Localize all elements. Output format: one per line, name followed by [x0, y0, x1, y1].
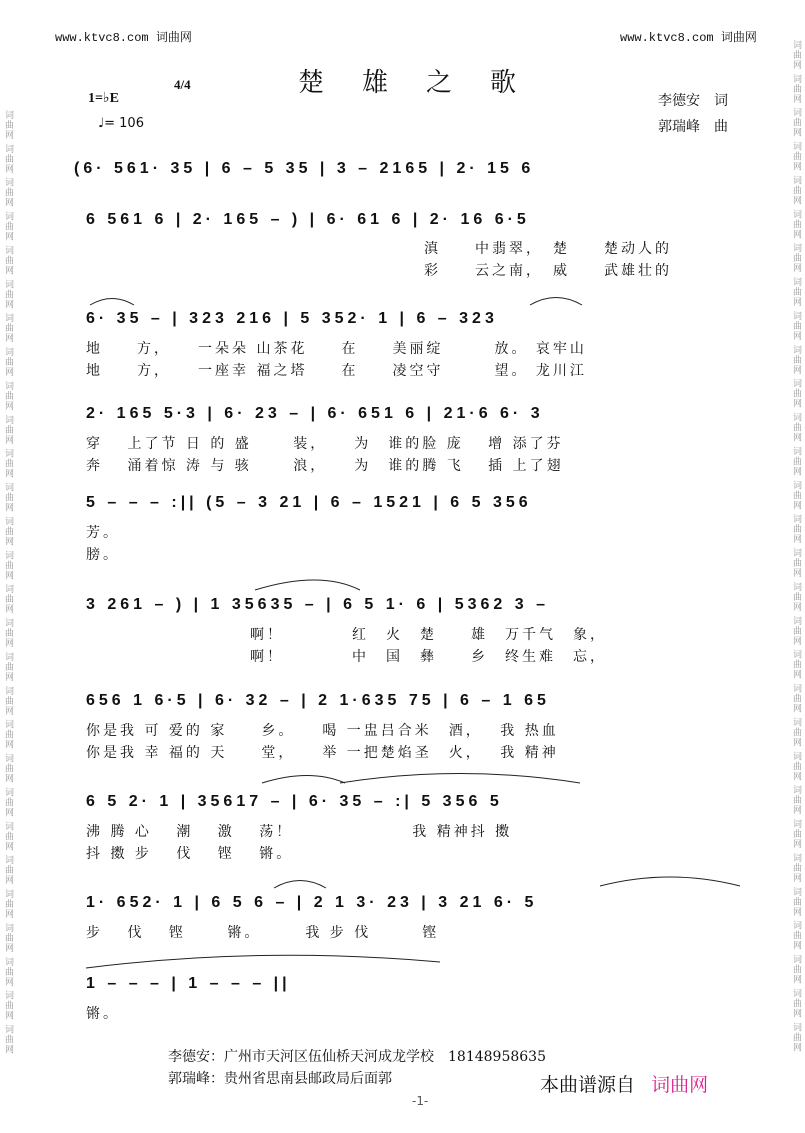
system-5-lyrics-verse1: 芳。 — [86, 525, 120, 541]
system-5-notes: 5 – – – :|| (5 – 3 21 | 6 – 1521 | 6 5 356 — [86, 494, 532, 511]
side-watermark-left: 词曲网 词曲网 词曲网 词曲网 词曲网 词曲网 词曲网 词曲网 词曲网 词曲网 词曲网 词曲网 词曲网 词曲网 词曲网 词曲网 词曲网 词曲网 词曲网 词曲网 词曲网 词曲网 词曲网 词曲网 词曲网 词曲网 词曲网 词曲网 — [3, 110, 13, 1055]
system-4-lyrics-verse2: 奔 涌着惊 涛 与 骇 浪， 为 谁的腾 飞 插 上了翅 — [86, 458, 564, 474]
system-7-lyrics-verse2: 你是我 幸 福的 天 堂， 举 一把楚焰圣 火， 我 精神 — [86, 745, 559, 761]
slur-arc — [86, 955, 440, 968]
page-number: -1- — [412, 1094, 429, 1108]
slur-arc — [262, 776, 345, 784]
time-signature: 4/4 — [174, 77, 191, 92]
system-10-notes: 1 – – – | 1 – – – || — [86, 975, 291, 992]
system-6-lyrics-verse1: 啊！ 红 火 楚 雄 万千气 象， — [250, 627, 607, 643]
system-9-lyrics-verse1: 步 伐 铿 锵。 我 步 伐 铿 — [86, 925, 440, 941]
source-label: 本曲谱源自 — [540, 1074, 636, 1096]
system-1-notes: (6· 561· 35 | 6 – 5 35 | 3 – 2165 | 2· 15 6 — [74, 160, 535, 177]
system-8-lyrics-verse2: 抖 擞 步 伐 铿 锵。 — [86, 846, 294, 862]
system-3-notes: 6· 35 – | 323 216 | 5 352· 1 | 6 – 323 — [86, 310, 498, 327]
slur-arc — [600, 877, 740, 886]
system-6-lyrics-verse2: 啊！ 中 国 彝 乡 终生难 忘， — [250, 649, 607, 665]
side-watermark-right: 词曲网 词曲网 词曲网 词曲网 词曲网 词曲网 词曲网 词曲网 词曲网 词曲网 词曲网 词曲网 词曲网 词曲网 词曲网 词曲网 词曲网 词曲网 词曲网 词曲网 词曲网 词曲网 词曲网 词曲网 词曲网 词曲网 词曲网 词曲网 词曲网 词曲网 — [791, 40, 801, 1053]
system-5-lyrics-verse2: 膀。 — [86, 547, 120, 563]
source-attribution — [540, 1070, 708, 1097]
system-7-notes: 656 1 6·5 | 6· 32 – | 2 1·635 75 | 6 – 1 65 — [86, 692, 550, 709]
system-2-notes: 6 561 6 | 2· 165 – ) | 6· 61 6 | 2· 16 6·5 — [86, 211, 530, 228]
source-site-link[interactable]: 词曲网 — [651, 1074, 709, 1096]
slur-arc — [530, 298, 582, 306]
slur-arc — [340, 774, 580, 784]
tempo-marking: ♩= 106 — [98, 116, 144, 131]
author2-address: 郭瑞峰：贵州省思南县邮政局后面郭 — [168, 1071, 392, 1087]
system-8-lyrics-verse1: 沸 腾 心 潮 激 荡！ 我 精神抖 擞 — [86, 824, 513, 840]
slur-arc — [274, 881, 326, 889]
system-9-notes: 1· 652· 1 | 6 5 6 – | 2 1 3· 23 | 3 21 6· 5 — [86, 894, 538, 911]
site-header-right[interactable]: www.ktvc8.com 词曲网 — [620, 31, 757, 45]
site-header-left[interactable]: www.ktvc8.com 词曲网 — [55, 31, 192, 45]
song-title: 楚雄之歌 — [298, 68, 555, 98]
slur-arc — [90, 299, 134, 306]
system-8-notes: 6 5 2· 1 | 35617 – | 6· 35 – :| 5 356 5 — [86, 793, 503, 810]
system-2-lyrics-verse2: 彩 云之南， 威 武雄壮的 — [424, 263, 672, 279]
system-10-lyrics-verse1: 锵。 — [86, 1006, 120, 1022]
system-4-notes: 2· 165 5·3 | 6· 23 – | 6· 651 6 | 21·6 6· 3 — [86, 405, 544, 422]
lyricist-credit: 李德安 词 — [658, 93, 728, 109]
system-3-lyrics-verse1: 地 方， 一朵朵 山茶花 在 美丽绽 放。 哀牢山 — [86, 341, 587, 357]
system-4-lyrics-verse1: 穿 上了节 日 的 盛 装， 为 谁的脸 庞 增 添了芬 — [86, 436, 564, 452]
system-3-lyrics-verse2: 地 方， 一座幸 福之塔 在 凌空守 望。 龙川江 — [86, 363, 587, 379]
system-6-notes: 3 261 – ) | 1 35635 – | 6 5 1· 6 | 5362 3 – — [86, 596, 549, 613]
composer-credit: 郭瑞峰 曲 — [658, 119, 728, 135]
key-signature: 1=♭E — [88, 91, 119, 106]
system-2-lyrics-verse1: 滇 中翡翠， 楚 楚动人的 — [424, 241, 672, 257]
slur-arc — [255, 580, 360, 590]
system-7-lyrics-verse1: 你是我 可 爱的 家 乡。 喝 一盅吕合米 酒， 我 热血 — [86, 723, 559, 739]
author1-address: 李德安：广州市天河区伍仙桥天河成龙学校 18148958635 — [168, 1049, 546, 1065]
